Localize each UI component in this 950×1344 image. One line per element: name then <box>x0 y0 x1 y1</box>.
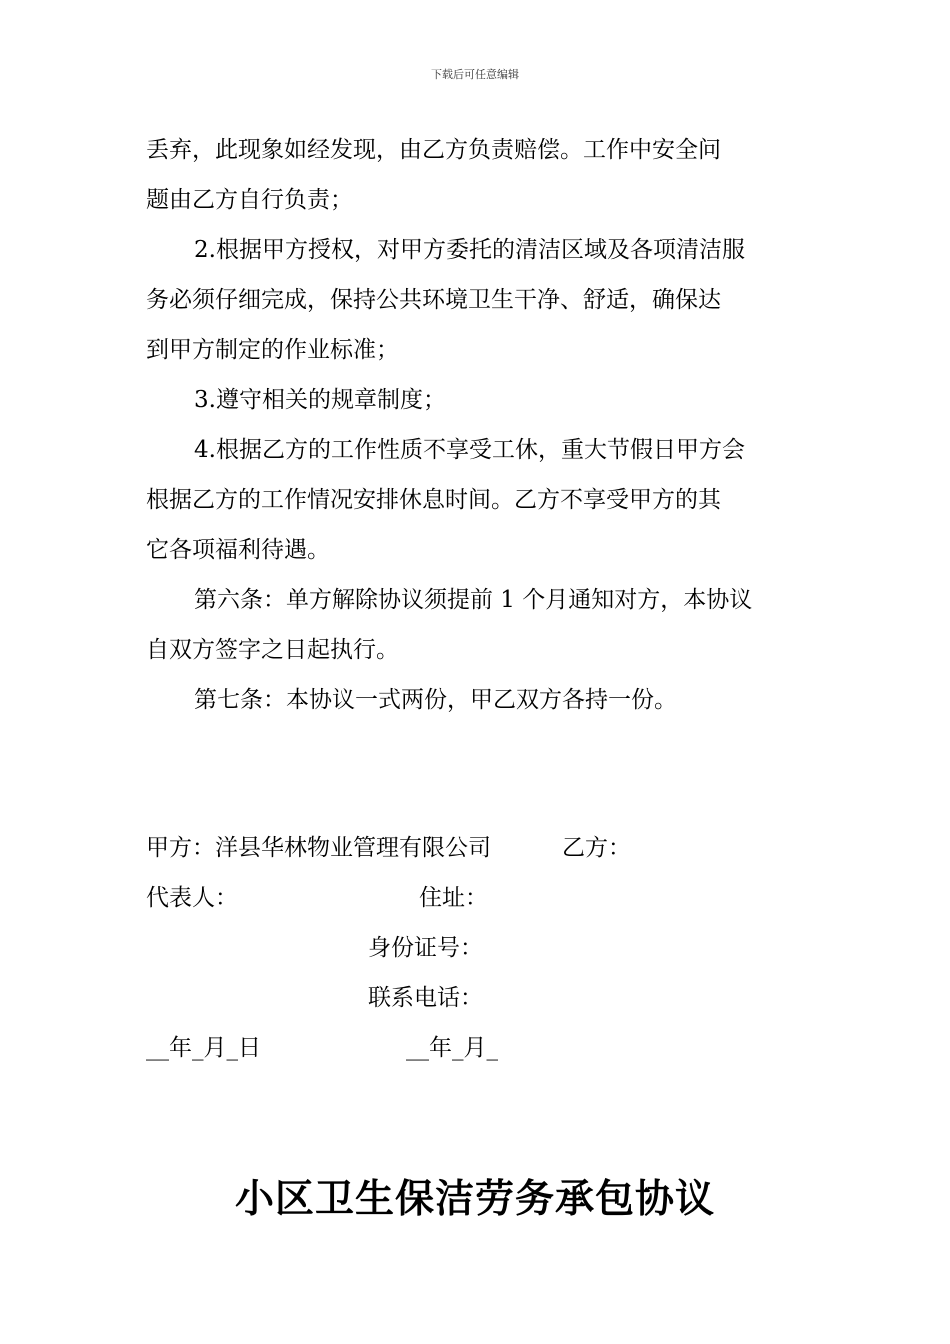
document-title: 小区卫生保洁劳务承包协议 <box>234 1177 715 1222</box>
party-a-label: 甲方：洋县华林物业管理有限公司 <box>146 835 491 861</box>
page-header: 下载后可任意编辑 <box>431 68 519 81</box>
paragraph-line: 2.根据甲方授权，对甲方委托的清洁区域及各项清洁服 <box>194 237 745 263</box>
phone-label: 联系电话： <box>368 985 483 1011</box>
address-label: 住址： <box>419 885 488 911</box>
date-b: __年_月_ <box>406 1035 498 1061</box>
date-a: __年_月_日 <box>146 1035 261 1061</box>
paragraph-line: 题由乙方自行负责； <box>146 187 353 213</box>
paragraph-line: 到甲方制定的作业标准； <box>146 337 399 363</box>
paragraph-line: 第六条：单方解除协议须提前 1 个月通知对方，本协议 <box>194 587 753 613</box>
paragraph-line: 4.根据乙方的工作性质不享受工休，重大节假日甲方会 <box>194 437 745 463</box>
paragraph-line: 自双方签字之日起执行。 <box>146 637 399 663</box>
paragraph-line: 它各项福利待遇。 <box>146 537 330 563</box>
party-b-label: 乙方： <box>562 835 631 861</box>
paragraph-line: 丢弃，此现象如经发现，由乙方负责赔偿。工作中安全问 <box>146 137 721 163</box>
id-number-label: 身份证号： <box>368 935 483 961</box>
paragraph-line: 第七条：本协议一式两份，甲乙双方各持一份。 <box>194 687 677 713</box>
representative-label: 代表人： <box>146 885 238 911</box>
paragraph-line: 务必须仔细完成，保持公共环境卫生干净、舒适，确保达 <box>146 287 721 313</box>
paragraph-line: 3.遵守相关的规章制度； <box>194 387 446 413</box>
paragraph-line: 根据乙方的工作情况安排休息时间。乙方不享受甲方的其 <box>146 487 721 513</box>
